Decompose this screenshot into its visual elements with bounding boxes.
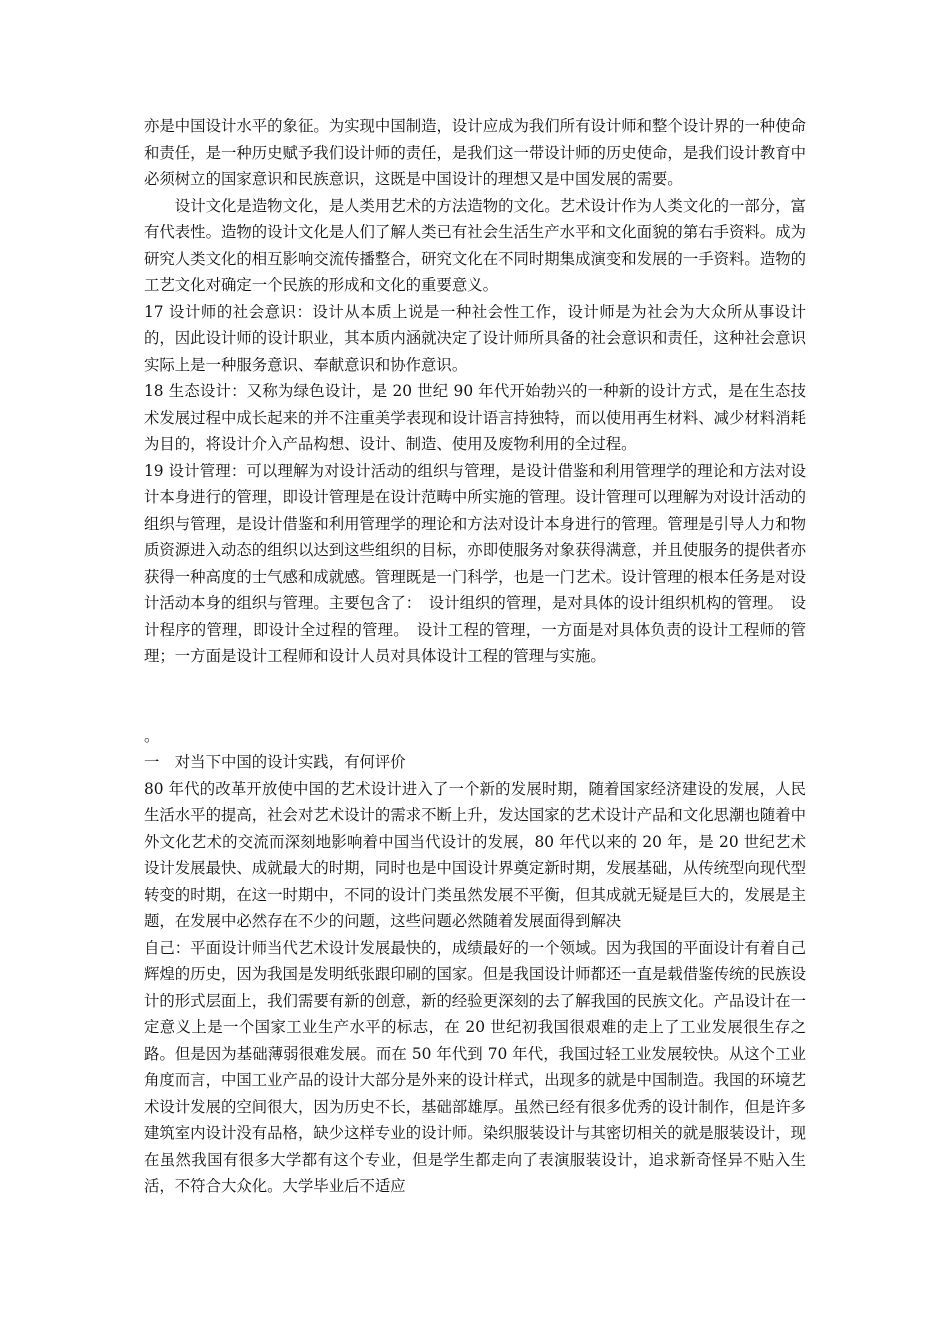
paragraph-item-18: 18 生态设计：又称为绿色设计，是 20 世纪 90 年代开始勃兴的一种新的设计方式，是在生态技术发展过程中成长起来的并不注重美学表现和设计语言持独特，而以使用再生材料、减少材料消耗为目的，将设计介入产品构想、设计、制造、使用及废物利用的全过程。 (144, 382, 806, 453)
paragraph-personal-view: 自己：平面设计师当代艺术设计发展最快的，成绩最好的一个领域。因为我国的平面设计有着自己辉煌的历史，因为我国是发明纸张跟印刷的国家。但是我国设计师都还一直是载借鉴传统的民族设计的形式层面上，我们需要有新的创意，新的经验更深刻的去了解我国的民族文化。产品设计在一定意义上是一个国家工业生产水平的标志，在 20 世纪初我国很艰难的走上了工业发展很生存之路。但是因为基础薄弱很难发展。而在 50 年代到 70 年代，我国过轻工业发展较快。从这个工业角度而言，中国工业产品的设计大部分是外来的设计样式，出现多的就是中国制造。我国的环境艺术设计发展的空间很大，因为历史不长，基础部雄厚。虽然已经有很多优秀的设计制作，但是许多建筑室内设计没有品格，缺少这样专业的设计师。染织服装设计与其密切相关的就是服装设计，现在虽然我国有很多大学都有这个专业，但是学生都走向了表演服装设计，追求新奇怪异不贴入生活，不符合大众化。大学毕业后不适应 (144, 938, 806, 1195)
paragraph-1980s-development: 80 年代的改革开放使中国的艺术设计进入了一个新的发展时期，随着国家经济建设的发展，人民生活水平的提高，社会对艺术设计的需求不断上升，发达国家的艺术设计产品和文化思潮也随着中外文化艺术的交流而深刻地影响着中国当代设计的发展，80 年代以来的 20 年，是 20 世纪艺术设计发展最快、成就最大的时期，同时也是中国设计界奠定新时期，发展基础，从传统型向现代型转变的时期，在这一时期中，不同的设计门类虽然发展不平衡，但其成就无疑是巨大的，发展是主题，在发展中必然存在不少的问题，这些问题必然随着发展面得到解决 (144, 779, 806, 930)
paragraph-design-mission: 亦是中国设计水平的象征。为实现中国制造，设计应成为我们所有设计师和整个设计界的一种使命和责任，是一种历史赋予我们设计师的责任，是我们这一带设计师的历史使命，是我们设计教育中必须树立的国家意识和民族意识，这既是中国设计的理想又是中国发展的需要。 (144, 117, 806, 188)
paragraph-design-culture: 设计文化是造物文化，是人类用艺术的方法造物的文化。艺术设计作为人类文化的一部分，富有代表性。造物的设计文化是人们了解人类已有社会生活生产水平和文化面貌的第右手资料。成为研究人类文化的相互影响交流传播整合，研究文化在不同时期集成演变和发展的一手资料。造物的工艺文化对确定一个民族的形成和文化的重要意义。 (144, 196, 806, 294)
paragraph-item-19: 19 设计管理：可以理解为对设计活动的组织与管理，是设计借鉴和利用管理学的理论和方法对设计本身进行的管理，即设计管理是在设计范畴中所实施的管理。设计管理可以理解为对设计活动的组织与管理，是设计借鉴和利用管理学的理论和方法对设计本身进行的管理。管理是引导人力和物质资源进入动态的组织以达到这些组织的目标，亦即使服务对象获得满意，并且使服务的提供者亦获得一种高度的士气感和成就感。管理既是一门科学，也是一门艺术。设计管理的根本任务是对设计活动本身的组织与管理。主要包含了： 设计组织的管理，是对具体的设计组织机构的管理。 设计程序的管理，即设计全过程的管理。 设计工程的管理，一方面是对具体负责的设计工程师的管理；一方面是设计工程师和设计人员对具体设计工程的管理与实施。 (144, 461, 806, 665)
separator-mark: 。 (144, 726, 160, 745)
blank-space (144, 670, 806, 723)
document-body (144, 113, 806, 1200)
section-heading: 一 对当下中国的设计实践，有何评价 (144, 753, 406, 771)
paragraph-item-17: 17 设计师的社会意识：设计从本质上说是一种社会性工作，设计师是为社会为大众所从事设计的，因此设计师的设计职业，其本质内涵就决定了设计师所具备的社会意识和责任，这种社会意识实际上是一种服务意识、奉献意识和协作意识。 (144, 302, 806, 374)
